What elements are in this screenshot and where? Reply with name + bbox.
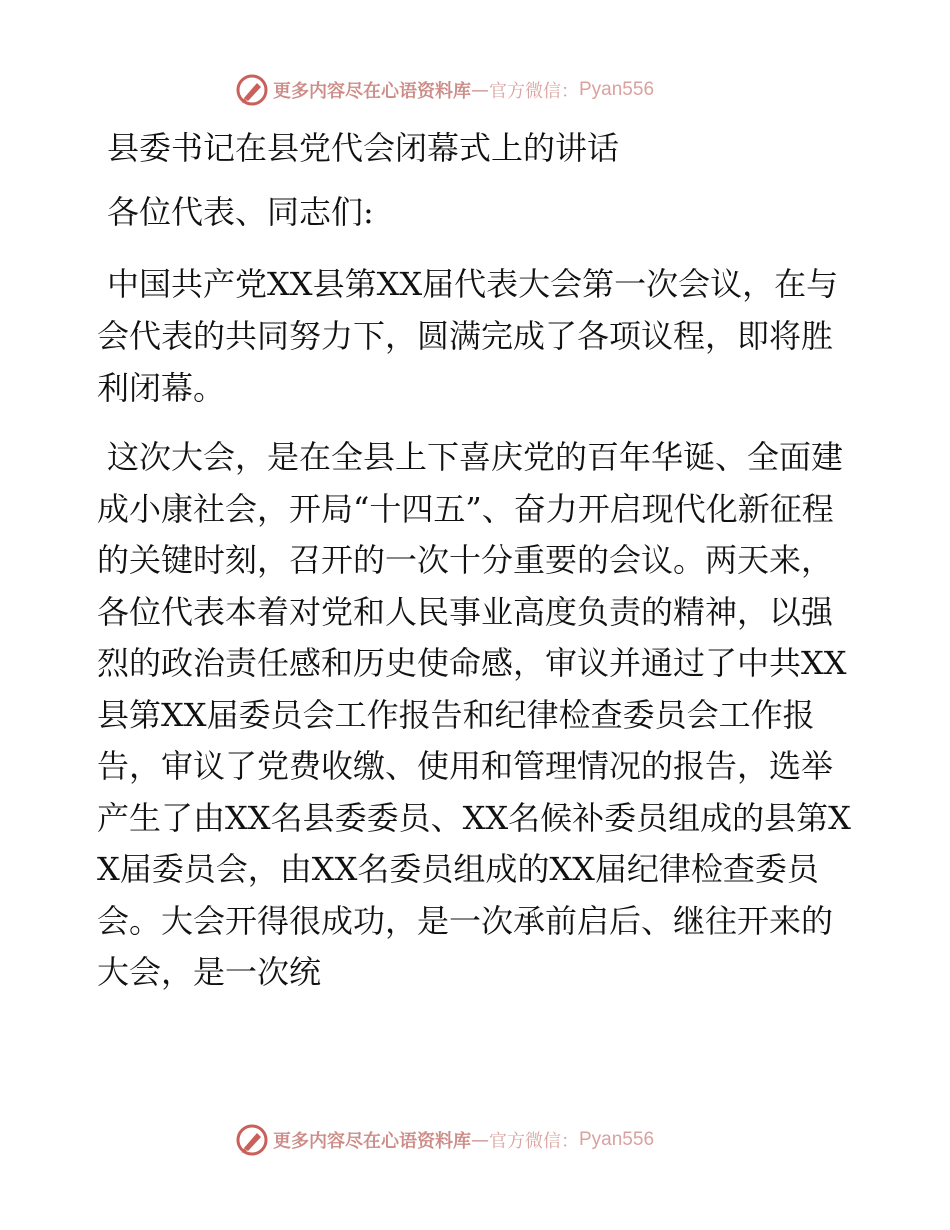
- watermark-wechat-id: Pyan556: [579, 1129, 655, 1150]
- watermark-dash: —: [471, 1129, 489, 1151]
- paragraph-2: 这次大会，是在全县上下喜庆党的百年华诞、全面建成小康社会，开局“十四五”、奋力开启现代化新征程的关键时刻，召开的一次十分重要的会议。两天来，各位代表本着对党和人民事业高度负责的精神，以强烈的政治责任感和历史使命感，审议并通过了中共XX县第XX届委员会工作报告和纪律检查委员会工作报告，审议了党费收缴、使用和管理情况的报告，选举产生了由XX名县委委员、XX名候补委员组成的县第XX届委员会，由XX名委员组成的XX届纪律检查委员会。大会开得很成功，是一次承前启后、继往开来的大会，是一次统: [97, 438, 851, 991]
- pen-logo-icon: [235, 1123, 269, 1157]
- watermark-sub-text: 官方微信：: [489, 1131, 579, 1152]
- watermark-dash: —: [471, 79, 489, 101]
- watermark-wechat-id: Pyan556: [579, 79, 655, 100]
- watermark-footer: [235, 1122, 654, 1158]
- watermark-main-text: 更多内容尽在心语资料库: [273, 1131, 471, 1152]
- document-body: [97, 120, 857, 999]
- watermark-main-text: 更多内容尽在心语资料库: [273, 81, 471, 102]
- watermark-sub-text: 官方微信：: [489, 81, 579, 102]
- paragraph-1: 中国共产党XX县第XX届代表大会第一次会议，在与会代表的共同努力下，圆满完成了各项议程，即将胜利闭幕。: [97, 265, 839, 407]
- watermark-header: [235, 72, 654, 108]
- salutation: 各位代表、同志们:: [107, 193, 374, 231]
- pen-logo-icon: [235, 73, 269, 107]
- document-title: 县委书记在县党代会闭幕式上的讲话: [107, 129, 620, 167]
